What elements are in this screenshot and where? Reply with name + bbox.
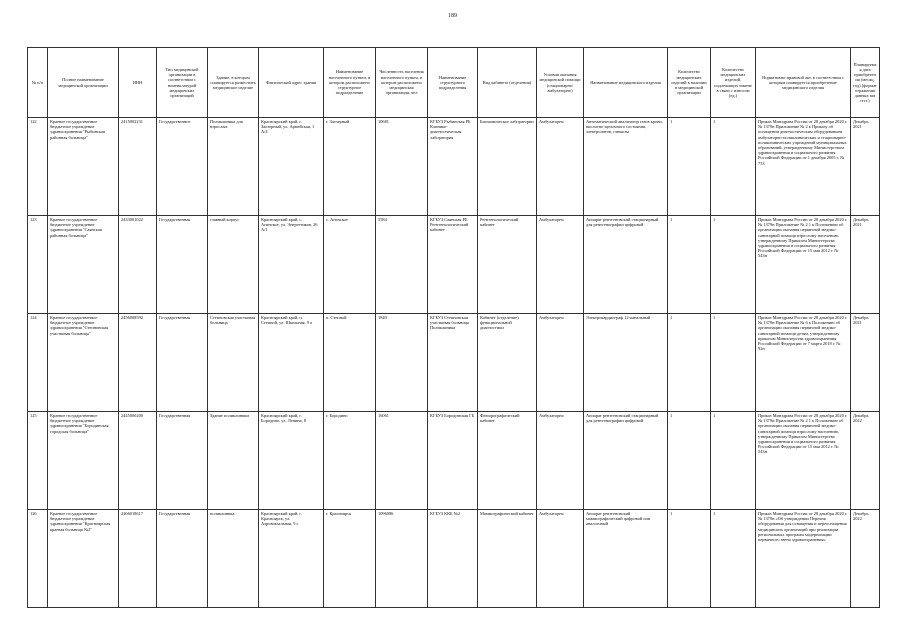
cell-date: Декабрь 2022 <box>851 510 880 608</box>
cell-building: главный корпус <box>208 216 259 314</box>
cell-division: КГБУЗ ККБ №2 <box>428 510 478 608</box>
cell-division: КГБУЗ Бородинская ГБ <box>428 412 478 510</box>
equipment-table <box>27 47 880 608</box>
cell-qty-replace: 1 <box>711 510 756 608</box>
header-row <box>28 48 880 118</box>
cell-division: КГБУЗ Саянская РБ Рентгенологический кабинет <box>428 216 478 314</box>
cell-address: Красноярский край, г. Бородино, ул. Ленина, 8 <box>259 412 324 510</box>
cell-act: Приказ Минздрава России от 28 декабря 2020 г. № 1379н «Об утверждении Перечня оборудования для оснащения и переоснащения медицинских организаций при реализации региональных программ модернизации первичного звена здравоохранения» <box>756 510 851 608</box>
header-settlement: Наименование населенного пункта, в котором расположено структурное подразделение <box>324 48 376 118</box>
cell-type: Государственное <box>157 118 208 216</box>
cell-qty-have: 1 <box>668 412 711 510</box>
cell-division: КГБУЗ Степновская участковая больница Поликлиника <box>428 314 478 412</box>
cell-type: Государственная <box>157 510 208 608</box>
cell-conditions: Амбулаторно <box>537 118 584 216</box>
cell-cabinet: Биохимическое лаборатории <box>478 118 537 216</box>
header-cabinet: Вид кабинета (отделения) <box>478 48 537 118</box>
cell-qty-replace: 1 <box>711 216 756 314</box>
table-row <box>28 216 880 314</box>
cell-act: Приказ Минздрава России от 28 декабря 2020 г. № 1379н Приложение № 2 к Приказу об оснащении диагностическим оборудованием амбулаторно-поликлинических и стационарно-поликлинических учреждений муниципальных образований, утвержденному Министерством здравоохранения и социального развития Российской Федерации от 1 декабря 2005 г. № 753 <box>756 118 851 216</box>
cell-act: Приказ Минздрава России от 28 декабря 2020 г. № 1379н Приложение № 2 1 к Положению об организации оказания первичной медико-санитарной помощи взрослому населению, утвержденному Приказом Министерства здравоохранения и социального развития Российской Федерации от 15 мая 2012 г. № 543н <box>756 216 851 314</box>
cell-inn: 2456008592 <box>119 314 157 412</box>
header-act: Нормативно-правовой акт, в соответствии с которым планируется приобретение медицинского изделия <box>756 48 851 118</box>
cell-settlement: г. Заозерный <box>324 118 376 216</box>
cell-population: 1096086 <box>376 510 428 608</box>
page-number: 189 <box>448 13 457 19</box>
header-inn: ИНН <box>119 48 157 118</box>
cell-type: Государственная <box>157 216 208 314</box>
header-division: Наименование структурного подразделения <box>428 48 478 118</box>
cell-qty-replace: 1 <box>711 412 756 510</box>
cell-device: Аппарат рентгеновский стационарный для рентгенографии цифровой <box>584 412 668 510</box>
cell-cabinet: Флюорографический кабинет <box>478 412 537 510</box>
cell-qty-have: 1 <box>668 510 711 608</box>
cell-inn: 2445000200 <box>119 412 157 510</box>
cell-device: Электрокардиограф 12-канальный <box>584 314 668 412</box>
cell-cabinet: Кабинет (отделение) функциональной диагностики <box>478 314 537 412</box>
cell-conditions: Амбулаторно <box>537 510 584 608</box>
cell-population: 16061 <box>376 412 428 510</box>
table-row <box>28 412 880 510</box>
cell-population: 5584 <box>376 216 428 314</box>
table-row <box>28 118 880 216</box>
cell-population: 10681 <box>376 118 428 216</box>
cell-cabinet: Рентгенологический кабинет <box>478 216 537 314</box>
cell-inn: 2466018617 <box>119 510 157 608</box>
header-type: Тип медицинской организации в соответствии с номенклатурой медицинских организаций <box>157 48 208 118</box>
cell-org: Краевое государственное бюджетное учреждение здравоохранения "Бородинская городская больница" <box>48 412 119 510</box>
cell-qty-have: 1 <box>668 314 711 412</box>
table-row <box>28 510 880 608</box>
cell-num: 123 <box>28 216 48 314</box>
cell-settlement: с. Агинское <box>324 216 376 314</box>
cell-qty-have: 1 <box>668 118 711 216</box>
cell-inn: 2415002231 <box>119 118 157 216</box>
cell-date: Декабрь 2022 <box>851 412 880 510</box>
cell-address: Красноярский край, с. Агинское, ул. Энергетиков, 26 А/1 <box>259 216 324 314</box>
cell-building: поликлиника <box>208 510 259 608</box>
cell-date: Декабрь 2021 <box>851 314 880 412</box>
cell-org: Краевое государственное бюджетное учреждение здравоохранения "Степновская участковая больница" <box>48 314 119 412</box>
cell-org: Краевое государственное бюджетное учреждение здравоохранения "Рыбинская районная больница" <box>48 118 119 216</box>
cell-num: 126 <box>28 510 48 608</box>
cell-building: Степновская участковая больница <box>208 314 259 412</box>
cell-conditions: Амбулаторно <box>537 314 584 412</box>
cell-act: Приказ Минздрава России от 28 декабря 2020 г. № 1379н Приложение № 6 к Положению об организации оказания первичной медико-санитарной помощи детям, утвержденному приказом Министерства здравоохранения Российской Федерации от 7 марта 2018 г. № 92н <box>756 314 851 412</box>
cell-address: Красноярский край, п. Степной, ул. Школьная, 9 а <box>259 314 324 412</box>
header-qty-have: Количество медицинских изделий в наличии в медицинской организации <box>668 48 711 118</box>
cell-conditions: Амбулаторно <box>537 412 584 510</box>
cell-date: Декабрь 2021 <box>851 216 880 314</box>
cell-org: Краевое государственное бюджетное учреждение здравоохранения "Саянская районная больница" <box>48 216 119 314</box>
header-org: Полное наименование медицинской организации <box>48 48 119 118</box>
cell-settlement: г. Бородино <box>324 412 376 510</box>
cell-inn: 2433001022 <box>119 216 157 314</box>
cell-num: 124 <box>28 314 48 412</box>
cell-num: 122 <box>28 118 48 216</box>
cell-qty-replace: 1 <box>711 118 756 216</box>
header-date: Планируемая дата приобретения (месяц, год) (формат отражения данных мм гггг.) <box>851 48 880 118</box>
cell-org: Краевое государственное бюджетное учреждение здравоохранения "Красноярская краевая больница №2" <box>48 510 119 608</box>
cell-qty-have: 1 <box>668 216 711 314</box>
cell-population: 1840 <box>376 314 428 412</box>
cell-settlement: г. Красноярск <box>324 510 376 608</box>
cell-conditions: Амбулаторно <box>537 216 584 314</box>
header-conditions: Условия оказания медицинской помощи (стационарно/амбулаторно) <box>537 48 584 118</box>
cell-type: Государственная <box>157 412 208 510</box>
cell-device: Аппарат рентгеновский маммографический цифровой или аналоговый <box>584 510 668 608</box>
header-num: № п/п <box>28 48 48 118</box>
cell-building: Здание поликлиники <box>208 412 259 510</box>
cell-date: Декабрь 2021 <box>851 118 880 216</box>
cell-building: Поликлиника для взрослых <box>208 118 259 216</box>
cell-act: Приказ Минздрава России от 28 декабря 2020 г. № 1379н Приложение № 2 1 к Положению об организации оказания первичной медико-санитарной помощи взрослому населению, утвержденному Приказом Министерства здравоохранения и социального развития Российской Федерации от 15 мая 2012 г. № 543н <box>756 412 851 510</box>
cell-division: КГБУЗ Рыбинская РБ Клинико-диагностическая лаборатория <box>428 118 478 216</box>
table-row <box>28 314 880 412</box>
cell-qty-replace: 1 <box>711 314 756 412</box>
cell-address: Красноярский край, г. Заозерный, ул. Армейская, 1 А/4 <box>259 118 324 216</box>
header-device: Наименование медицинского изделия <box>584 48 668 118</box>
cell-settlement: п. Степной <box>324 314 376 412</box>
header-population: Численность населения населенного пункта, в котором расположено медицинская организация, чел <box>376 48 428 118</box>
cell-device: Автоматический анализатор газов крови, кислотно-щелочного состояния, электролитов, глюкозы <box>584 118 668 216</box>
cell-num: 125 <box>28 412 48 510</box>
cell-address: Красноярский край, г. Красноярск, ул. Аэровокзальная, 9 г <box>259 510 324 608</box>
cell-cabinet: Маммографический кабинет <box>478 510 537 608</box>
cell-type: Государственная <box>157 314 208 412</box>
cell-device: Аппарат рентгеновский стационарный для рентгенографии цифровой <box>584 216 668 314</box>
header-qty-replace: Количество медицинских изделий, подлежащих замене в связи с износом (ед.) <box>711 48 756 118</box>
header-building: Здание, в котором планируется разместить медицинское изделие <box>208 48 259 118</box>
header-address: Фактический адрес здания <box>259 48 324 118</box>
